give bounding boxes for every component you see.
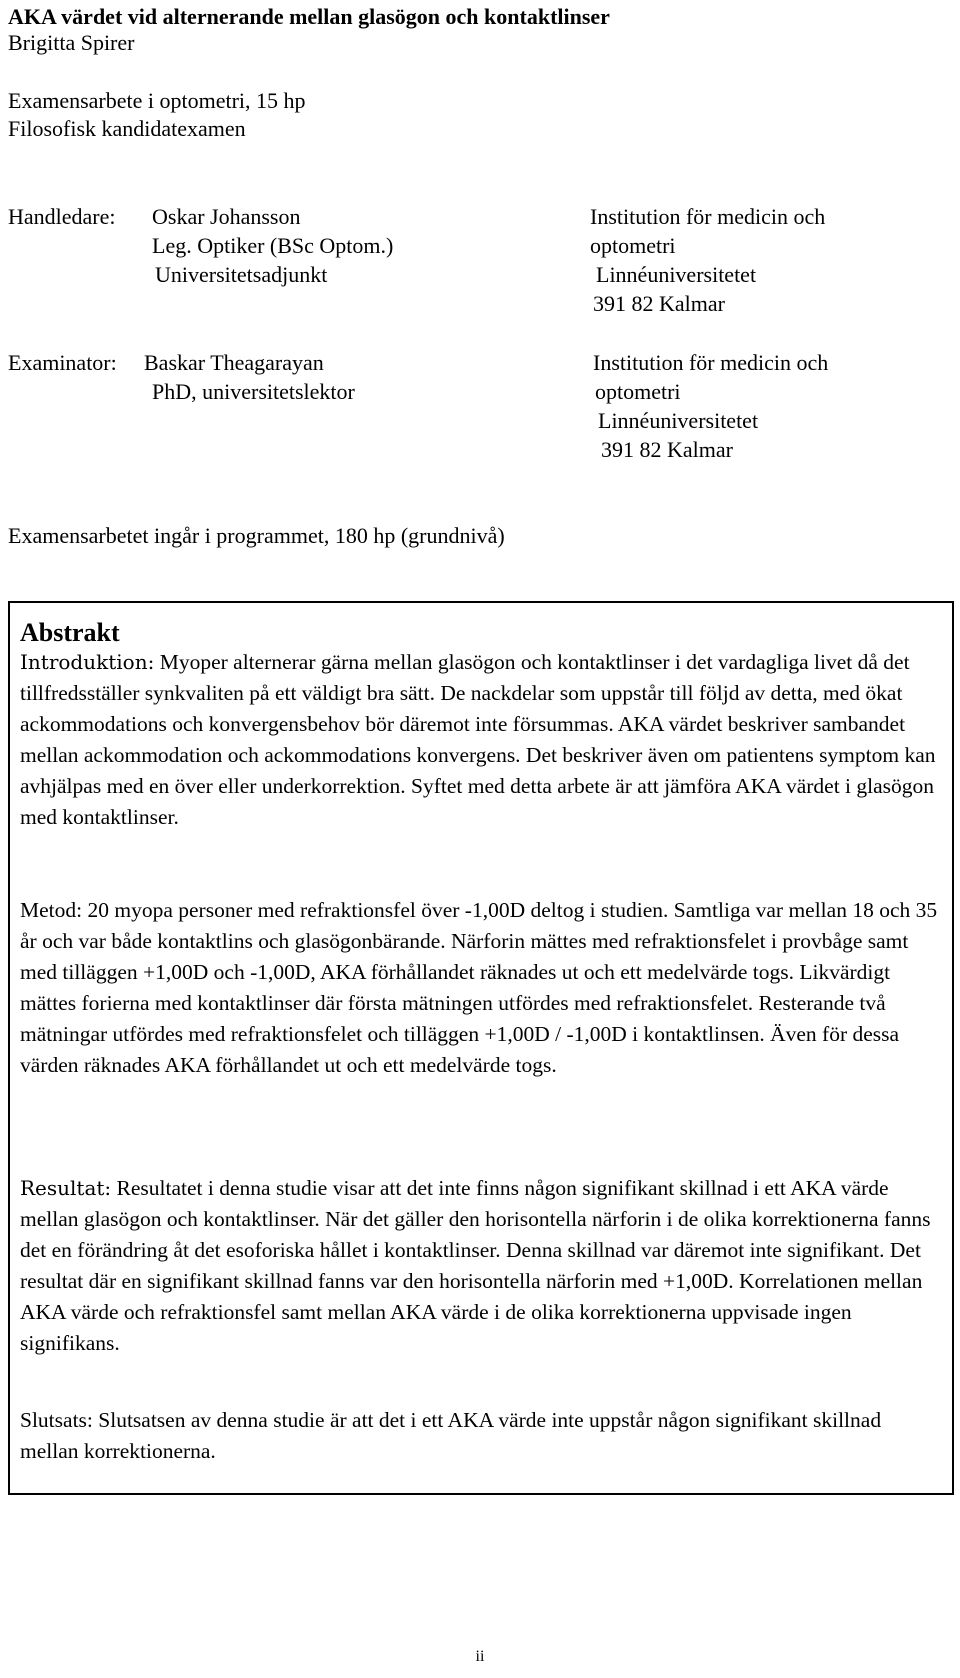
examiner-affiliation-3: Linnéuniversitetet <box>598 408 759 433</box>
conclusion-text: Slutsatsen av denna studie är att det i ett AKA värde inte uppstår någon signifikant skillnad mellan korrektionerna. <box>20 1408 882 1463</box>
examiner-name: Baskar Theagarayan <box>144 350 324 375</box>
abstract-method <box>20 895 940 1081</box>
supervisor-affiliation-1: Institution för medicin och <box>590 204 826 229</box>
supervisor-affiliation-4: 391 82 Kalmar <box>593 291 725 316</box>
method-text: 20 myopa personer med refraktionsfel över -1,00D deltog i studien. Samtliga var mellan 18 och 35 år och var både kontaktlins och glasögonbärande. Närforin mättes med refraktionsfelet i provbåge samt med tilläggen +1,00D och -1,00D, AKA förhållandet räknades ut och ett medelvärde togs. Likvärdigt mättes forierna med kontaktlinser där första mätningen utfördes med refraktionsfelet. Resterande två mätningar utfördes med refraktionsfelet och tilläggen +1,00D / -1,00D i kontaktlinsen. Även för dessa värden räknades AKA förhållandet ut och ett medelvärde togs. <box>20 898 938 1077</box>
examiner-title: PhD, universitetslektor <box>152 379 355 404</box>
examiner-affiliation-1: Institution för medicin och <box>593 350 829 375</box>
supervisor-title-2: Universitetsadjunkt <box>155 262 328 287</box>
supervisor-title-1: Leg. Optiker (BSc Optom.) <box>152 233 394 258</box>
supervisor-name: Oskar Johansson <box>152 204 301 229</box>
supervisor-affiliation-2: optometri <box>590 233 676 258</box>
introduction-text: Myoper alternerar gärna mellan glasögon och kontaktlinser i det vardagliga livet då det tillfredsställer synkvaliten på ett väldigt bra sätt. De nackdelar som uppstår till följd av detta, med ökat ackommodations och konvergensbehov bör däremot inte försummas. AKA värdet beskriver sambandet mellan ackommodation och ackommodations konvergens. Det beskriver även om patientens symptom kan avhjälpas med en över eller underkorrektion. Syftet med detta arbete är att jämföra AKA värdet i glasögon med kontaktlinser. <box>20 650 936 829</box>
degree-work: Examensarbete i optometri, 15 hp <box>8 88 306 113</box>
results-label: Resultat: <box>20 1176 112 1200</box>
abstract-results <box>20 1173 940 1359</box>
supervisor-affiliation-3: Linnéuniversitetet <box>596 262 757 287</box>
degree-name: Filosofisk kandidatexamen <box>8 116 246 141</box>
thesis-title: AKA värdet vid alternerande mellan glasögon och kontaktlinser <box>8 4 610 29</box>
examiner-affiliation-4: 391 82 Kalmar <box>601 437 733 462</box>
author-name: Brigitta Spirer <box>8 30 135 55</box>
examiner-label: Examinator: <box>8 350 117 375</box>
program-note: Examensarbetet ingår i programmet, 180 hp (grundnivå) <box>8 523 505 548</box>
introduction-label: Introduktion: <box>20 650 155 674</box>
abstract-conclusion <box>20 1405 940 1467</box>
supervisor-label: Handledare: <box>8 204 116 229</box>
examiner-affiliation-2: optometri <box>595 379 681 404</box>
method-label: Metod: <box>20 898 83 922</box>
page-number: ii <box>475 1648 485 1665</box>
conclusion-label: Slutsats: <box>20 1408 93 1432</box>
abstract-introduction <box>20 647 940 833</box>
results-text: Resultatet i denna studie visar att det inte finns någon signifikant skillnad i ett AKA värde mellan glasögon och kontaktlinser. När det gäller den horisontella närforin i de olika korrektionerna fanns det en förändring åt det esoforiska hållet i kontaktlinser. Denna skillnad var däremot inte signifikant. Det resultat där en signifikant skillnad fanns var den horisontella närforin med +1,00D. Korrelationen mellan AKA värde och refraktionsfel samt mellan AKA värde i de olika korrektionerna uppvisade ingen signifikans. <box>20 1176 931 1355</box>
abstract-heading: Abstrakt <box>20 618 120 647</box>
